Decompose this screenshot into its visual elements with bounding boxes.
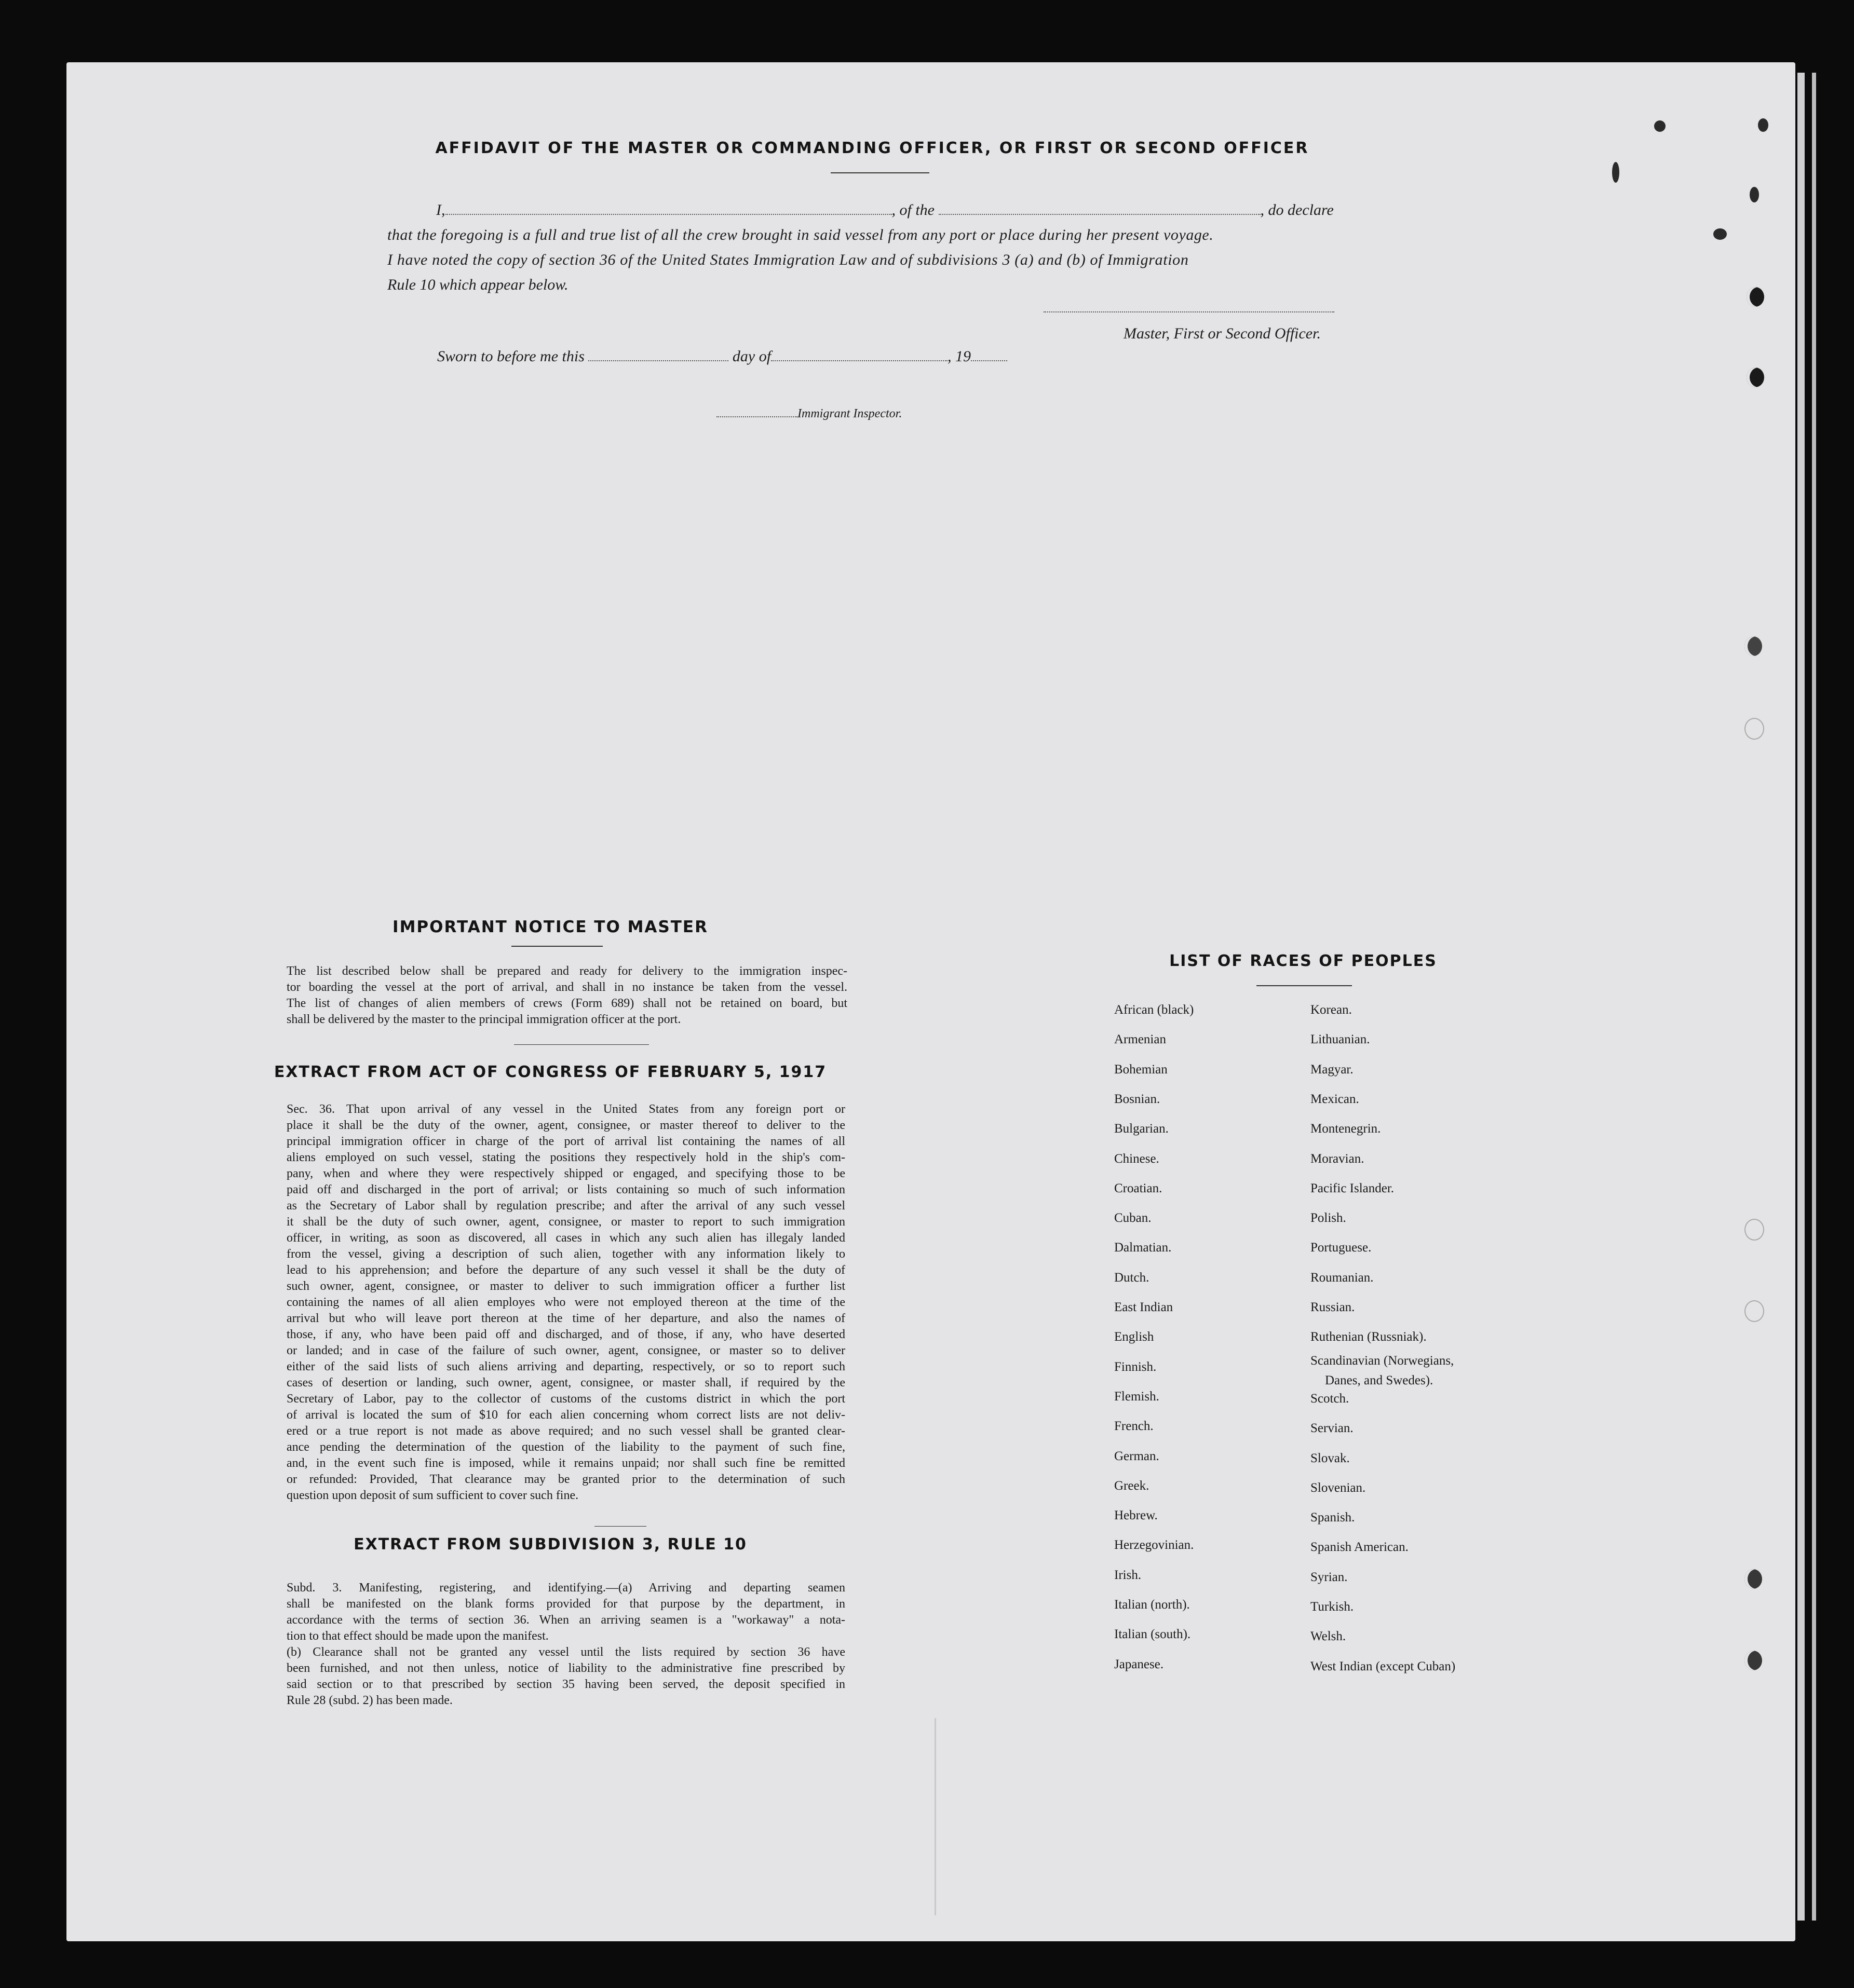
act-line: as the Secretary of Labor shall by regulation prescribe; and after the arrival of any such vessel [287, 1199, 845, 1213]
act-line: containing the names of all alien employes who were not employed thereon at the time of the [287, 1296, 845, 1309]
act-line: from the vessel, giving a description of such alien, together with any information likely to [287, 1247, 845, 1261]
act-line: ance pending the determination of the question of the liability to the payment of such fine, [287, 1440, 845, 1454]
name-blank [445, 214, 892, 215]
races-title: LIST OF RACES OF PEOPLES [1169, 952, 1437, 970]
affidavit-i: I, [436, 201, 445, 219]
affidavit-title: AFFIDAVIT OF THE MASTER OR COMMANDING OFFICER, OR FIRST OR SECOND OFFICER [435, 139, 1309, 157]
rule-line: (b) Clearance shall not be granted any vessel until the lists required by section 36 have [287, 1645, 845, 1659]
act-line: either of the said lists of such aliens arriving and departing, respectively, or so to report such [287, 1360, 845, 1373]
divider [511, 946, 603, 947]
divider [831, 172, 929, 173]
race-item: Dutch. [1114, 1271, 1149, 1285]
act-line: such owner, agent, consignee, or master to deliver to such immigration officer a further list [287, 1279, 845, 1293]
race-item: Croatian. [1114, 1181, 1162, 1195]
rule-line: tion to that effect should be made upon the manifest. [287, 1629, 549, 1643]
signature-blank [1044, 311, 1334, 312]
notice-line: The list of changes of alien members of crews (Form 689) shall not be retained on board, but [287, 997, 847, 1010]
race-item: Turkish. [1310, 1600, 1354, 1614]
race-item: Portuguese. [1310, 1241, 1372, 1255]
affidavit-do-declare: , do declare [1260, 201, 1334, 219]
page-edge [1797, 73, 1805, 1921]
act-line: lead to his apprehension; and before the departure of any such vessel it shall be the duty of [287, 1263, 845, 1277]
sworn-prefix: Sworn to before me this [437, 348, 585, 365]
race-item: Herzegovinian. [1114, 1538, 1194, 1552]
race-item: Flemish. [1114, 1390, 1159, 1404]
punch-hole [1744, 1219, 1764, 1241]
rule-line: been furnished, and not then unless, notice of liability to the administrative fine prescribed by [287, 1662, 845, 1675]
notice-text [287, 963, 847, 1028]
stain-mark [1713, 228, 1727, 240]
race-item: Ruthenian (Russniak). [1310, 1330, 1427, 1344]
affidavit-line-2: that the foregoing is a full and true list of all the crew brought in said vessel from any port or place during her present voyage. [387, 226, 1214, 243]
vessel-blank [939, 214, 1261, 215]
act-line: or landed; and in case of the failure of such owner, agent, consignee, or master so to deliver [287, 1344, 845, 1357]
act-line: ered or a true report is not made as above required; and no such vessel shall be granted clear- [287, 1424, 845, 1438]
race-item: Montenegrin. [1310, 1122, 1381, 1136]
act-line: those, if any, who have been paid off and discharged, and of those, if any, who have deserted [287, 1328, 845, 1341]
punch-hole [1747, 367, 1764, 387]
inspector-blank [716, 416, 797, 417]
act-line: and, in the event such fine is imposed, while it remains unpaid; nor shall such fine be remitted [287, 1456, 845, 1470]
race-item: Cuban. [1114, 1211, 1152, 1225]
year-blank [971, 360, 1007, 361]
stain-mark [1758, 118, 1768, 132]
race-item: Armenian [1114, 1032, 1166, 1046]
act-line: Secretary of Labor, pay to the collector of customs of the customs district in which the port [287, 1392, 845, 1406]
affidavit-of-the: , of the [891, 201, 935, 219]
race-item-continuation: Danes, and Swedes). [1325, 1373, 1433, 1387]
race-item: Spanish American. [1310, 1540, 1409, 1554]
race-item: Roumanian. [1310, 1271, 1374, 1285]
race-item: Dalmatian. [1114, 1241, 1172, 1255]
act-text [287, 1101, 845, 1504]
notice-line: The list described below shall be prepared and ready for delivery to the immigration inspec- [287, 964, 847, 978]
act-line: paid off and discharged in the port of arrival; or lists containing so much of such information [287, 1183, 845, 1196]
signature-label: Master, First or Second Officer. [1124, 325, 1321, 342]
month-blank [771, 360, 948, 361]
act-line: principal immigration officer in charge of the port of arrival list containing the names of all [287, 1135, 845, 1148]
race-item: Japanese. [1114, 1657, 1164, 1671]
rule-line: shall be manifested on the blank forms provided for that purpose by the department, in [287, 1597, 845, 1611]
act-line: cases of desertion or landing, such owner, agent, consignee, or master shall, if required by the [287, 1376, 845, 1390]
punch-hole [1744, 636, 1762, 656]
race-item: Russian. [1310, 1300, 1355, 1314]
sworn-day-of: day of [732, 348, 772, 365]
race-item: Moravian. [1310, 1152, 1364, 1166]
race-item: Greek. [1114, 1479, 1149, 1493]
race-item: Slovak. [1310, 1451, 1350, 1465]
race-item: Irish. [1114, 1568, 1142, 1582]
divider [514, 1044, 649, 1045]
stain-mark [1750, 187, 1759, 202]
race-item: Polish. [1310, 1211, 1346, 1225]
act-line: officer, in writing, as soon as discovered, all cases in which any such alien has illegaly landed [287, 1231, 845, 1245]
rule-line: Rule 28 (subd. 2) has been made. [287, 1694, 453, 1707]
race-item: Servian. [1310, 1421, 1354, 1435]
notice-line: shall be delivered by the master to the principal immigration officer at the port. [287, 1013, 681, 1026]
race-item: Spanish. [1310, 1510, 1355, 1524]
act-line: pany, when and where they were respectively shipped or engaged, and specifying those to be [287, 1167, 845, 1180]
race-item: Finnish. [1114, 1360, 1157, 1374]
race-item: Magyar. [1310, 1063, 1354, 1077]
race-item: Hebrew. [1114, 1508, 1158, 1522]
affidavit-line-4: Rule 10 which appear below. [387, 276, 569, 293]
inspector-label: Immigrant Inspector. [797, 407, 902, 420]
race-item: English [1114, 1330, 1154, 1344]
page-edge [1812, 73, 1816, 1921]
race-item: Bosnian. [1114, 1092, 1160, 1106]
act-line: Sec. 36. That upon arrival of any vessel in the United States from any foreign port or [287, 1102, 845, 1116]
page-fold [935, 1718, 936, 1915]
race-item: Chinese. [1114, 1152, 1159, 1166]
race-item: Bulgarian. [1114, 1122, 1169, 1136]
act-line: or refunded: Provided, That clearance may be granted prior to the determination of such [287, 1473, 845, 1486]
affidavit-line-1 [436, 201, 1334, 219]
act-title: EXTRACT FROM ACT OF CONGRESS OF FEBRUARY 5, 1917 [274, 1063, 827, 1081]
act-line: question upon deposit of sum sufficient to cover such fine. [287, 1489, 579, 1502]
race-item: Welsh. [1310, 1629, 1346, 1643]
race-item: African (black) [1114, 1003, 1194, 1017]
punch-hole [1744, 718, 1764, 740]
race-item: Mexican. [1310, 1092, 1359, 1106]
race-item: German. [1114, 1449, 1159, 1463]
divider [1256, 985, 1352, 986]
race-item: Lithuanian. [1310, 1032, 1370, 1046]
race-item: East Indian [1114, 1300, 1173, 1314]
race-item: Bohemian [1114, 1063, 1168, 1077]
punch-hole [1744, 1569, 1762, 1589]
race-item: West Indian (except Cuban) [1310, 1659, 1456, 1673]
punch-hole [1744, 1651, 1762, 1670]
act-line: of arrival is located the sum of $10 for each alien concerning whom correct lists are not deliv- [287, 1408, 845, 1422]
race-item: Italian (north). [1114, 1598, 1190, 1612]
punch-hole [1747, 287, 1764, 307]
rule-line: said section or to that prescribed by section 35 having been served, the deposit specified in [287, 1678, 845, 1691]
notice-line: tor boarding the vessel at the port of arrival, and shall in no instance be taken from the vessel. [287, 981, 847, 994]
race-item: Scotch. [1310, 1392, 1349, 1406]
stain-mark [1654, 120, 1666, 132]
sworn-year: , 19 [948, 348, 971, 365]
race-item: Syrian. [1310, 1570, 1348, 1584]
race-item: Korean. [1310, 1003, 1352, 1017]
race-item: Slovenian. [1310, 1481, 1366, 1495]
day-blank [588, 360, 728, 361]
rule-line: Subd. 3. Manifesting, registering, and identifying.—(a) Arriving and departing seamen [287, 1581, 845, 1595]
punch-hole [1744, 1300, 1764, 1322]
affidavit-line-3: I have noted the copy of section 36 of the United States Immigration Law and of subdivisions 3 (a) and (b) of Immigration [387, 251, 1189, 268]
act-line: it shall be the duty of such owner, agent, consignee, or master to report to such immigration [287, 1215, 845, 1229]
notice-title: IMPORTANT NOTICE TO MASTER [393, 918, 708, 936]
act-line: place it shall be the duty of the owner, agent, consignee, or master thereof to deliver to the [287, 1119, 845, 1132]
divider [594, 1526, 646, 1527]
sworn-line [437, 348, 1007, 365]
inspector-line [716, 407, 902, 421]
rule-line: accordance with the terms of section 36. When an arriving seamen is a "workaway" a nota- [287, 1613, 845, 1627]
race-item: French. [1114, 1419, 1154, 1433]
rule-title: EXTRACT FROM SUBDIVISION 3, RULE 10 [354, 1535, 747, 1554]
race-item: Pacific Islander. [1310, 1181, 1395, 1195]
race-item: Scandinavian (Norwegians, [1310, 1354, 1454, 1368]
stain-mark [1612, 162, 1619, 183]
act-line: aliens employed on such vessel, stating the positions they respectively hold in the ship's com- [287, 1151, 845, 1164]
race-item: Italian (south). [1114, 1627, 1191, 1641]
act-line: arrival but who will leave port thereon at the time of her departure, and also the names of [287, 1312, 845, 1325]
rule-text [287, 1580, 845, 1709]
